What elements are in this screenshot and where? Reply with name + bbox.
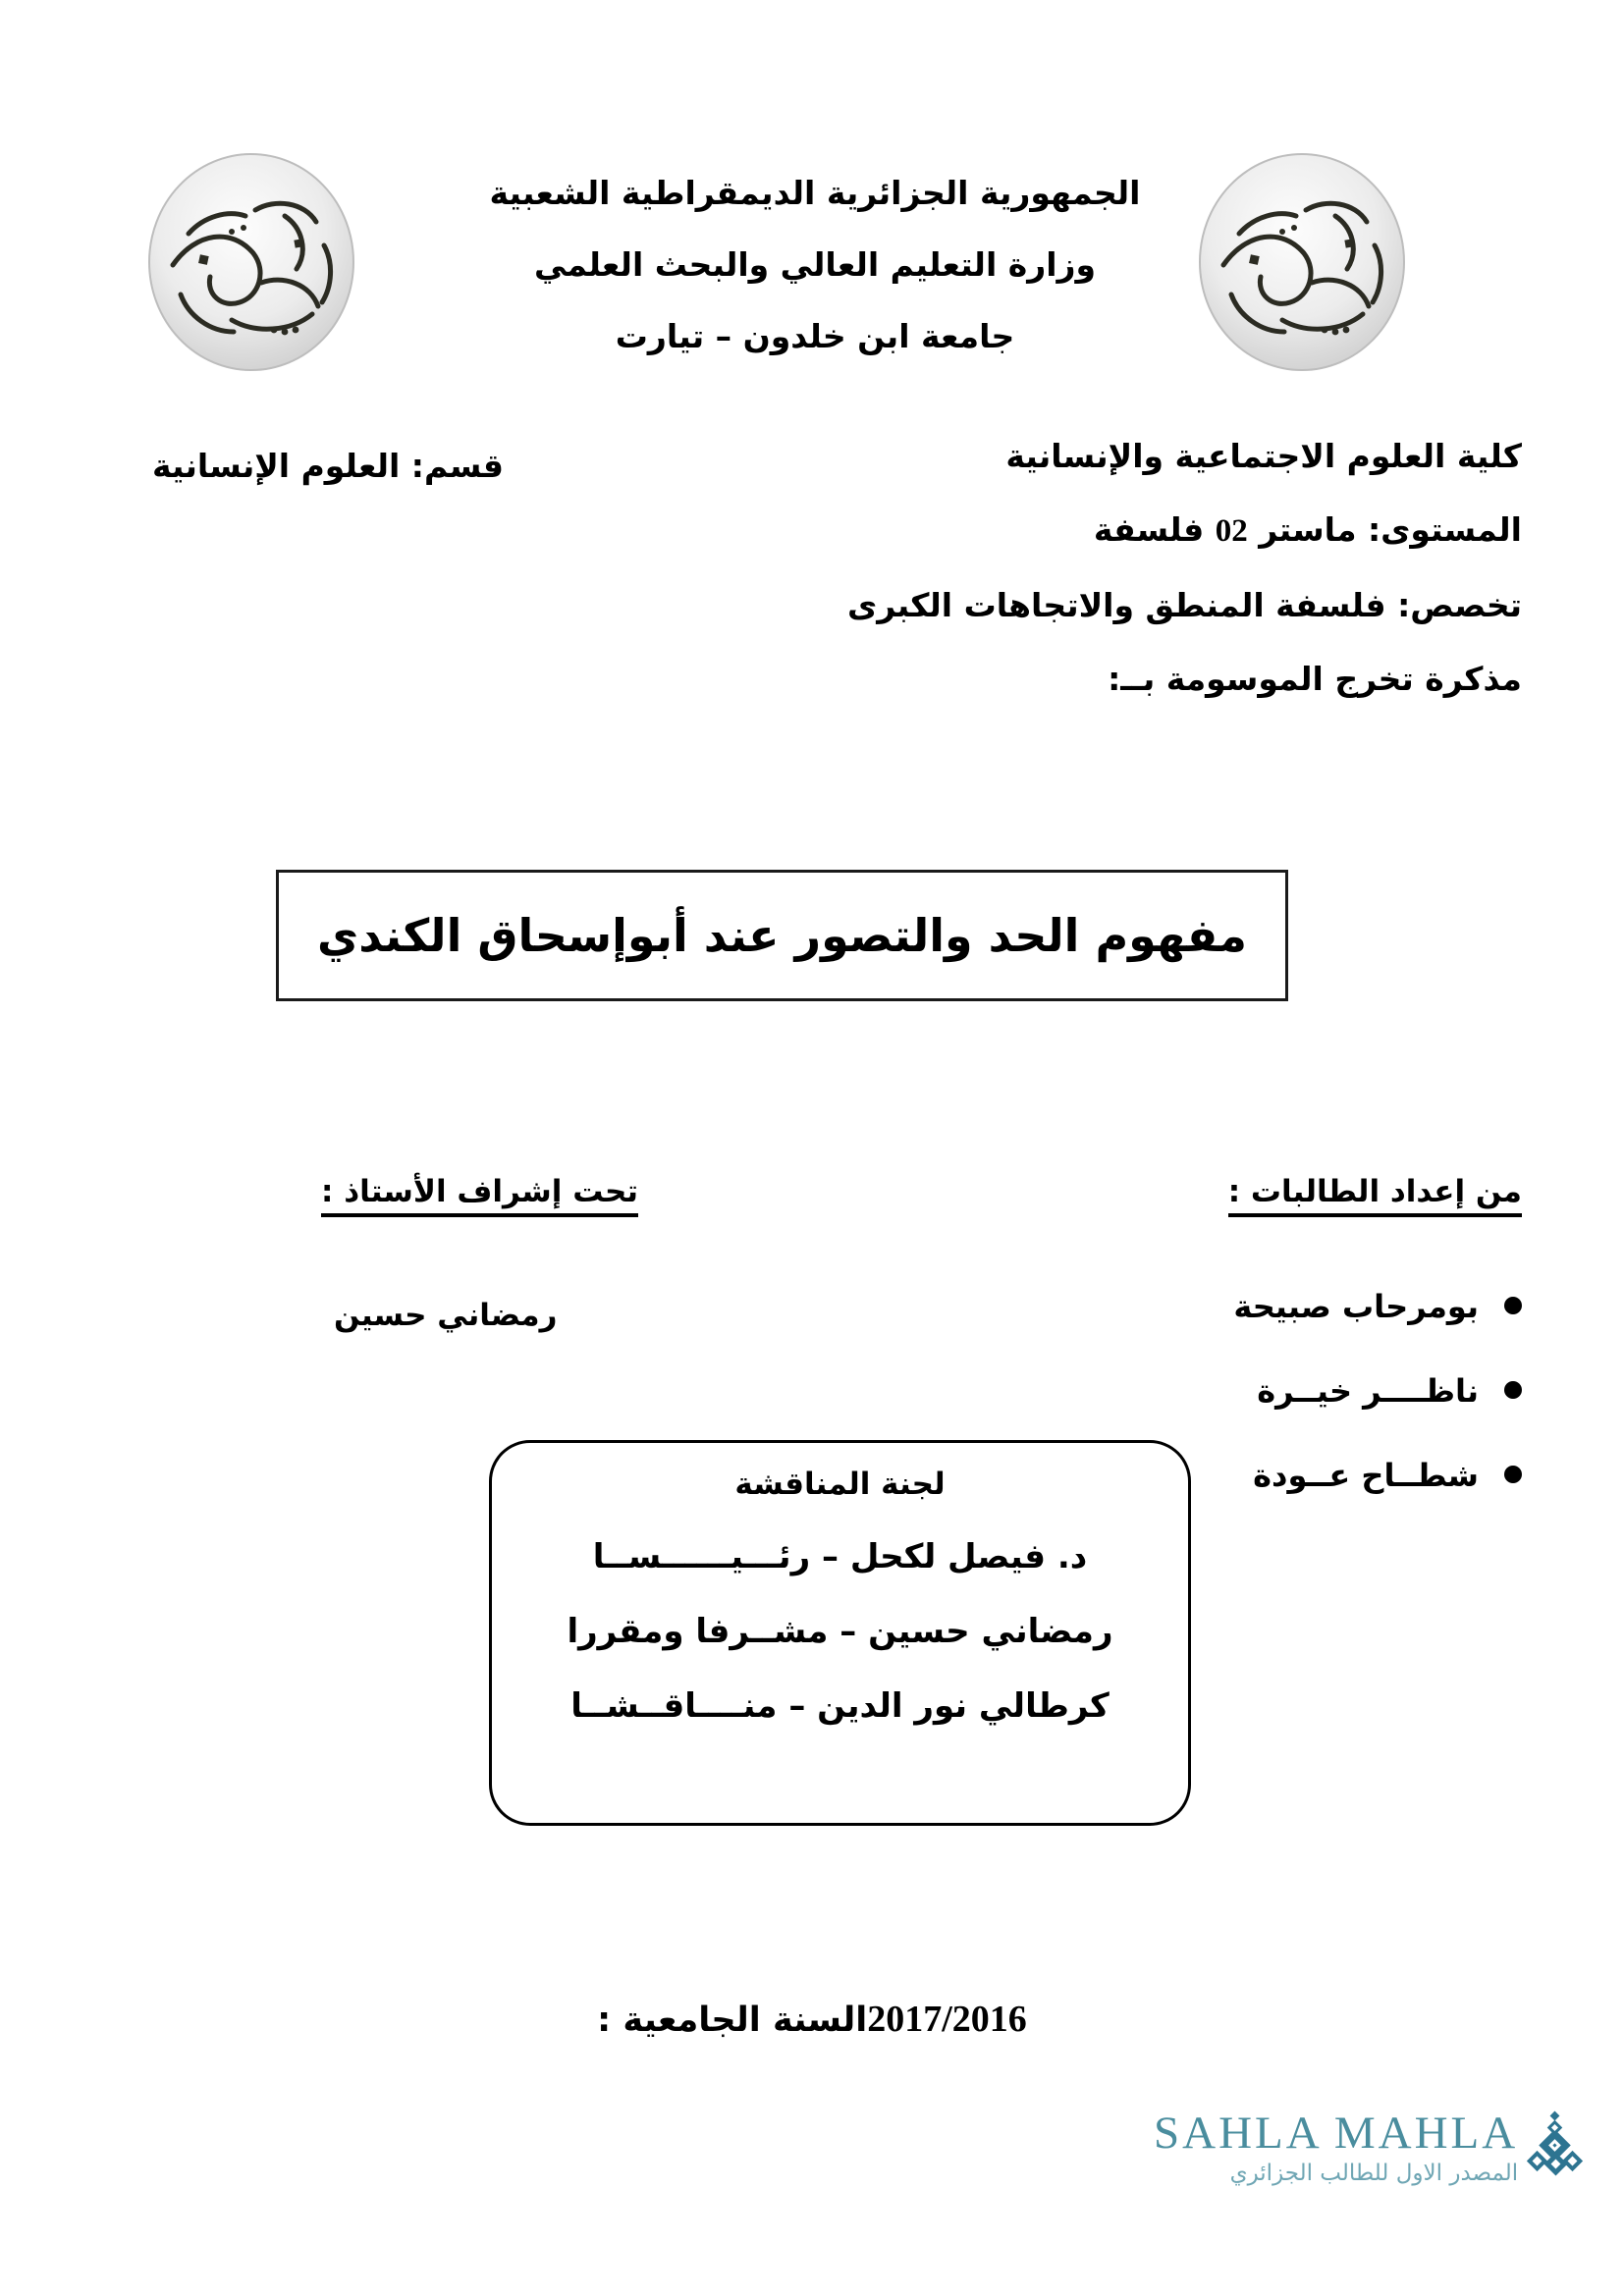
students-list — [1233, 1288, 1522, 1541]
academic-year — [0, 1998, 1624, 2041]
header-country-line: الجمهورية الجزائرية الديمقراطية الشعبية — [489, 174, 1141, 212]
academic-info-block — [835, 437, 1522, 736]
student-name: ناظــــر خيــرة — [1257, 1372, 1479, 1410]
header-university-line: جامعة ابن خلدون – تيارت — [615, 317, 1015, 355]
faculty-label: كلية العلوم الاجتماعية والإنسانية — [1005, 437, 1522, 475]
level-label — [835, 510, 1522, 549]
sahla-mahla-watermark — [1154, 2110, 1566, 2186]
memo-label: مذكرة تخرج الموسومة بــ: — [1108, 660, 1522, 698]
university-seal-icon — [137, 147, 365, 378]
list-item — [1233, 1372, 1522, 1410]
supervisor-heading: تحت إشراف الأستاذ : — [321, 1174, 638, 1217]
list-item — [1233, 1457, 1522, 1494]
jury-member-examiner: كرطالي نور الدين – منــــاقــشــا — [570, 1686, 1110, 1726]
jury-panel-box — [489, 1440, 1191, 1826]
jury-title: لجنة المناقشة — [734, 1467, 946, 1502]
jury-member-supervisor: رمضاني حسين – مشــرفا ومقررا — [567, 1612, 1113, 1651]
students-heading: من إعداد الطالبات : — [1228, 1174, 1522, 1217]
thesis-title-box — [276, 870, 1288, 1001]
watermark-subtitle: المصدر الاول للطالب الجزائري — [1229, 2161, 1519, 2186]
header-ministry-line: وزارة التعليم العالي والبحث العلمي — [533, 245, 1097, 284]
level-number: 02 — [1215, 513, 1248, 549]
level-prefix: المستوى: ماستر — [1247, 510, 1522, 549]
bullet-icon — [1504, 1297, 1522, 1314]
document-header — [383, 174, 1247, 392]
list-item — [1233, 1288, 1522, 1325]
sahla-mahla-logo-icon — [1524, 2110, 1585, 2181]
bullet-icon — [1504, 1381, 1522, 1399]
watermark-brand-name: SAHLA MAHLA — [1154, 2108, 1519, 2159]
bullet-icon — [1504, 1466, 1522, 1483]
department-label: قسم: العلوم الإنسانية — [152, 447, 505, 485]
academic-year-label: السنة الجامعية : — [597, 2001, 868, 2040]
level-suffix: فلسفة — [1093, 510, 1216, 549]
jury-member-president: د. فيصل لكحل – رئـــيــــــســا — [592, 1537, 1088, 1576]
specialization-label: تخصص: فلسفة المنطق والاتجاهات الكبرى — [846, 586, 1522, 624]
student-name: بومرحاب صبيحة — [1233, 1288, 1479, 1325]
supervisor-name: رمضاني حسين — [334, 1298, 558, 1333]
academic-year-value: 2017/2016 — [867, 1999, 1027, 2040]
student-name: شطــاح عــودة — [1253, 1457, 1479, 1494]
thesis-title: مفهوم الحد والتصور عند أبوإسحاق الكندي — [317, 909, 1247, 962]
